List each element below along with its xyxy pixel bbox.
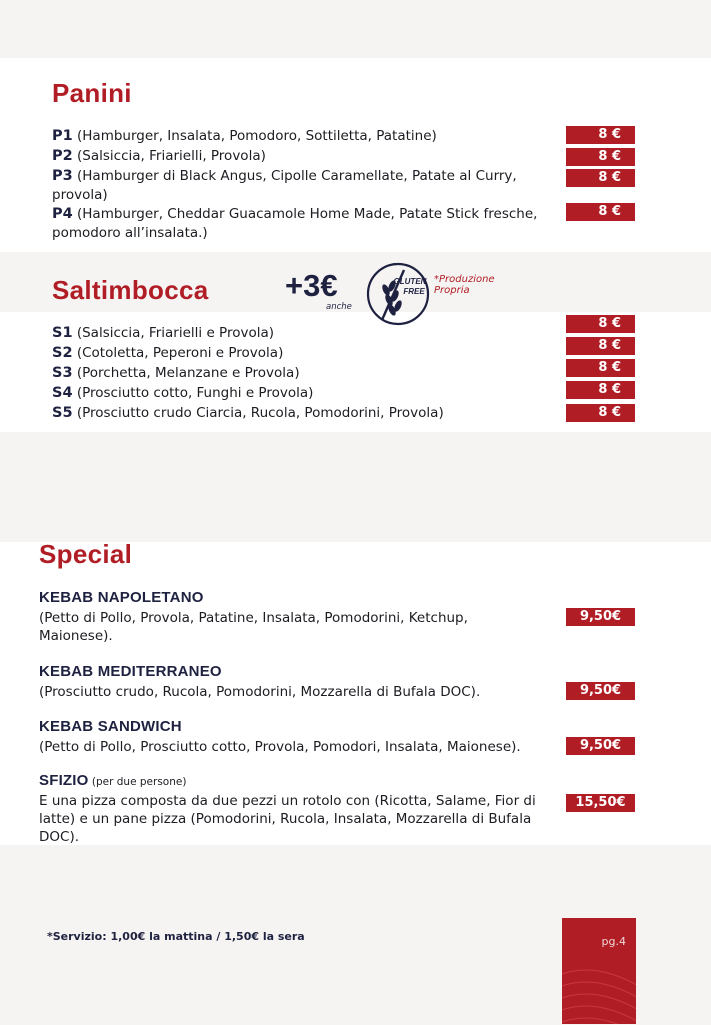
price-badge: 8 € [566,337,635,355]
special-item-name [39,718,182,735]
menu-item-s5 [52,404,557,423]
item-code: S2 [52,345,73,361]
menu-item-p1 [52,127,557,146]
special-item-description: (Petto di Pollo, Prosciutto cotto, Provola, Pomodori, Insalata, Maionese). [39,739,521,755]
special-item-description: E una pizza composta da due pezzi un rotolo con (Ricotta, Salame, Fior di latte) e un pane pizza (Pomodorini, Rucola, Insalata, Mozzarella di Bufala DOC). [39,793,536,845]
item-code: S1 [52,325,73,341]
price-badge: 9,50€ [566,737,635,755]
price-badge: 9,50€ [566,608,635,626]
saltimbocca-title: Saltimbocca [52,275,209,305]
item-description: (Prosciutto crudo Ciarcia, Rucola, Pomodorini, Provola) [72,405,444,421]
special-item-name [39,589,204,606]
item-description: (Prosciutto cotto, Funghi e Provola) [72,385,314,401]
background-band [0,0,711,58]
item-code: S5 [52,405,73,421]
menu-item-s3 [52,364,557,383]
special-name: KEBAB MEDITERRANEO [39,663,222,680]
special-item-name [39,772,186,789]
menu-item-s4 [52,384,557,403]
item-description: (Hamburger, Cheddar Guacamole Home Made, Patate Stick fresche, pomodoro all’insalata.) [52,206,538,241]
price-badge: 8 € [566,404,635,422]
item-code: P2 [52,148,73,164]
special-item-description: (Petto di Pollo, Provola, Patatine, Insalata, Pomodorini, Ketchup, Maionese). [39,610,468,644]
special-item-name [39,663,222,680]
service-note: *Servizio: 1,00€ la mattina / 1,50€ la sera [47,930,305,943]
price-badge: 8 € [566,148,635,166]
special-note: (per due persone) [88,776,187,788]
special-title: Special [39,539,133,569]
leaf-pattern-icon [562,918,636,1024]
free-label: FREE [403,287,425,296]
item-code: S3 [52,365,73,381]
item-description: (Hamburger di Black Angus, Cipolle Caramellate, Patate al Curry, provola) [52,168,517,203]
special-item-description: (Prosciutto crudo, Rucola, Pomodorini, Mozzarella di Bufala DOC). [39,684,481,700]
menu-item-s1 [52,324,557,343]
item-code: P3 [52,168,73,184]
price-badge: 8 € [566,126,635,144]
special-name: KEBAB SANDWICH [39,718,182,735]
price-badge: 15,50€ [566,794,635,812]
price-badge: 8 € [566,381,635,399]
background-band [0,432,711,542]
item-code: P1 [52,128,73,144]
item-code: S4 [52,385,73,401]
panini-title: Panini [52,78,132,108]
price-badge: 9,50€ [566,682,635,700]
special-name: KEBAB NAPOLETANO [39,589,204,606]
page-tab [562,918,636,1024]
menu-item-p2 [52,147,557,166]
item-description: (Salsiccia, Friarielli e Provola) [72,325,274,341]
price-badge: 8 € [566,203,635,221]
price-badge: 8 € [566,359,635,377]
menu-item-s2 [52,344,557,363]
item-description: (Porchetta, Melanzane e Provola) [72,365,300,381]
menu-item-p4 [52,205,557,243]
item-code: P4 [52,206,73,222]
price-badge: 8 € [566,169,635,187]
extra-price: +3€ [285,268,338,303]
item-description: (Hamburger, Insalata, Pomodoro, Sottiletta, Patatine) [72,128,437,144]
gluten-free-icon [364,260,434,328]
produzione-note: *Produzione Propria [434,274,495,296]
menu-item-p3 [52,167,557,205]
item-description: (Salsiccia, Friarielli, Provola) [72,148,266,164]
extra-note: anche [326,302,352,312]
special-name: SFIZIO [39,772,89,789]
item-description: (Cotoletta, Peperoni e Provola) [72,345,284,361]
page-number: pg.4 [601,935,626,948]
gluten-label: GLUTEN [393,277,427,286]
price-badge: 8 € [566,315,635,333]
